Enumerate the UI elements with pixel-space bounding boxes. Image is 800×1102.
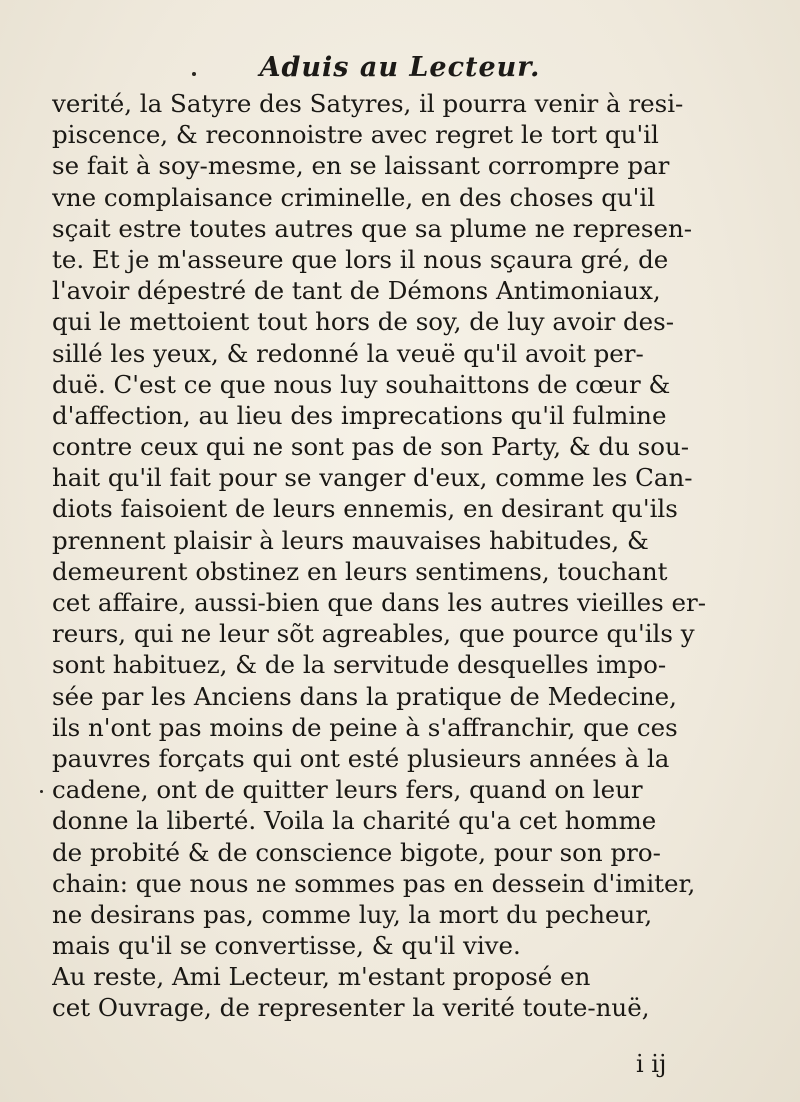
text-line: reurs, qui ne leur sõt agreables, que pource qu'ils y [52,619,695,649]
text-line: qui le mettoient tout hors de soy, de luy avoir des- [52,307,674,337]
text-line: se fait à soy-mesme, en se laissant corrompre par [52,151,670,181]
text-line: de probité & de conscience bigote, pour son pro- [52,837,661,867]
text-line: chain: que nous ne sommes pas en dessein d'imiter, [52,868,696,898]
text-line: cet Ouvrage, de representer la verité toute-nuë, [52,993,650,1023]
running-title: Aduis au Lecteur. [259,52,541,83]
body-text [52,88,752,1024]
text-line: demeurent obstinez en leurs sentimens, touchant [52,556,668,586]
text-line: donne la liberté. Voila la charité qu'a cet homme [52,806,657,836]
text-line: cet affaire, aussi-bien que dans les autres vieilles er- [52,588,707,617]
signature-mark: i ij [636,1050,667,1078]
text-line: ils n'ont pas moins de peine à s'affranchir, que ces [52,712,678,742]
ink-speck [40,790,43,793]
text-line: diots faisoient de leurs ennemis, en desirant qu'ils [52,494,678,524]
text-line: sçait estre toutes autres que sa plume ne represen- [52,213,693,243]
ink-speck [192,72,196,76]
text-line: contre ceux qui ne sont pas de son Party, & du sou- [52,432,690,462]
text-line: te. Et je m'asseure que lors il nous sçaura gré, de [52,244,669,274]
text-line: cadene, ont de quitter leurs fers, quand on leur [52,775,643,805]
text-line: duë. C'est ce que nous luy souhaittons de cœur & [52,369,671,399]
text-line: mais qu'il se convertisse, & qu'il vive. [52,931,521,961]
text-line: prennent plaisir à leurs mauvaises habitudes, & [52,525,649,555]
text-line: piscence, & reconnoistre avec regret le tort qu'il [52,120,659,150]
text-line: sée par les Anciens dans la pratique de Medecine, [52,681,677,711]
text-line: d'affection, au lieu des imprecations qu'il fulmine [52,400,667,430]
text-line: verité, la Satyre des Satyres, il pourra venir à resi- [52,89,684,118]
text-line: sillé les yeux, & redonné la veuë qu'il avoit per- [52,338,644,368]
text-line: sont habituez, & de la servitude desquelles impo- [52,650,667,680]
text-line: l'avoir dépestré de tant de Démons Antimoniaux, [52,276,661,306]
text-line: pauvres forçats qui ont esté plusieurs années à la [52,743,670,773]
text-line: hait qu'il fait pour se vanger d'eux, comme les Can- [52,463,693,493]
text-line: vne complaisance criminelle, en des choses qu'il [52,182,656,212]
text-line: Au reste, Ami Lecteur, m'estant proposé en [52,962,591,992]
text-line: ne desirans pas, comme luy, la mort du pecheur, [52,899,653,929]
